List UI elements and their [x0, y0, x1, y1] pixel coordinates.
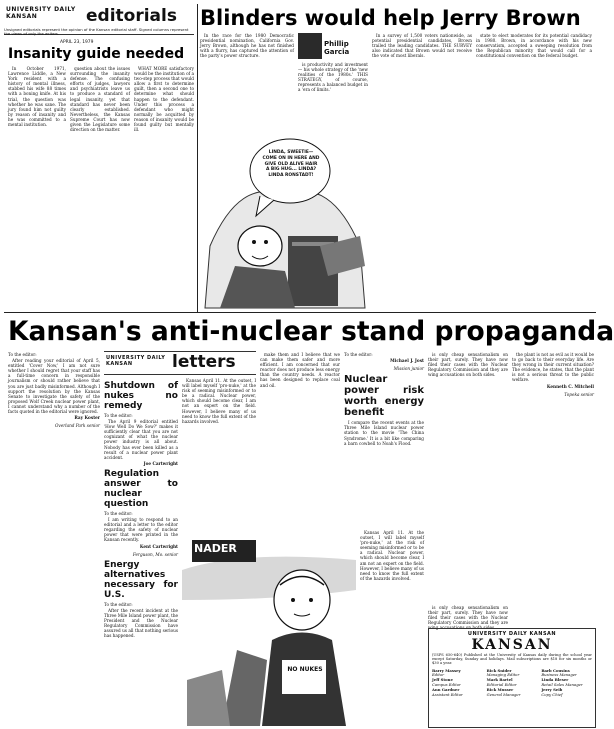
letters-col-5-lower-text: Kansas April 11. At the outset, I will label myself 'pro-nuke,' at the risk of seeming misinformed or to be a radical. Nuclear power, which should become clear, I am not an expert on the field. However, I believe many of us need to know the full extent of the hazards involved. [360, 530, 424, 581]
editorials-masthead [4, 4, 194, 35]
letters-col-5 [344, 352, 424, 528]
regulation-sig: Kent Cartwright [139, 543, 178, 549]
staff-logo: KANSAN [471, 637, 553, 653]
staff-paper-name: UNIVERSITY DAILY KANSAN [467, 631, 557, 637]
letters-col-6 [428, 352, 508, 602]
letters-col-6-text: is only cheap sensationalism on their part, surely. They have now filed their cases with the Nuclear Regulatory Commission and they are wing accusations on both sides. [428, 352, 508, 378]
shutdown-salutation: To the editor: [104, 413, 133, 418]
nader-cartoon [182, 530, 356, 726]
insanity-col-2-text: question about the issues surrounding the insanity defense. The confusing efforts of judges, lawyers and psychiatrists leave us to produce a standard of legal insanity, yet that standard has never been clearly established. Nevertheless, the Kansas Supreme Court has now given the Legislature some direction on the matter. [70, 66, 130, 133]
staff-role-3 [541, 669, 592, 678]
staff-name-8: Rick Musser [486, 687, 514, 693]
staff-name-7: Ann Gardner [432, 687, 460, 693]
staff-role-label-5: Editorial Editor [486, 681, 517, 687]
staff-role-2 [487, 669, 538, 678]
col-7-sig: Kenneth C. Mitchell [546, 383, 594, 389]
insanity-col-3 [134, 66, 194, 306]
nuclear-fear-sig: Michael J. Jost [390, 358, 424, 364]
blinders-col-4-text: state to elect moderates for its potential candidacy in 1980. Brown, in accordance with his new conservatism, accepted a sweeping resolution from the Republican minority that would call for a constitutional convention on the federal budget. [476, 33, 592, 59]
regulation-title: Regulation answer to nuclear question [104, 468, 178, 509]
blinders-col-4 [476, 33, 592, 303]
nuclear-fear-salutation: To the editor: [344, 352, 373, 357]
cartoon-balloon-text: LINDA, SWEETIE— COME ON IN HERE AND GIVE OLD ALIVE HAIR A BIG HUG... LINDA? LINDA RONSTADT! [262, 150, 320, 179]
masthead-disclaimer: Unsigned editorials represent the opinion of the Kansan editorial staff. Signed columns represent the views of only the writers. [4, 27, 189, 37]
staff-box [428, 628, 596, 728]
letters-masthead-paper: UNIVERSITY DAILY KANSAN [106, 355, 166, 367]
staff-name-5: Mark Bartel [486, 677, 513, 683]
letters-col-5-lower [360, 530, 424, 726]
letters-col-7-text: the plant is not as evil as it would be to go back to their everyday life. Are they wrong in their current situation? The evidence, he states, that the plant is not a serious threat to the public welfare. [512, 352, 594, 383]
brown-cartoon [200, 96, 370, 308]
letters-masthead [104, 351, 256, 375]
author-photo [298, 33, 322, 59]
blinders-col-2-text: is productivity and investment — his whole strategy of the 'new realities of the 1980s.' THIS STRATEGY, of course, represents a balanced budget in a 'era of limits.' [298, 62, 368, 93]
blinders-col-3-text: In a survey of 1,500 voters nationwide, as potential presidential candidates, Brown trailed the leading candidates. THE SURVEY also indicated that Brown would not receive the vote of most liberals. [372, 33, 472, 59]
staff-role-9 [541, 688, 592, 697]
editorial-vertical-divider [197, 4, 198, 312]
first-letter-sig: Ray Koster [74, 415, 100, 421]
regulation-salutation: To the editor: [104, 510, 133, 516]
antinuke-headline: Kansan's anti-nuclear stand propaganda [8, 316, 614, 347]
nuclear-fear-sig-place: Mission junior [393, 366, 424, 372]
insanity-headline: Insanity guide needed [8, 46, 185, 62]
staff-name-2: Rick Snider [486, 667, 512, 673]
staff-name-6: Linda Bleser [541, 677, 569, 683]
insanity-col-1 [8, 66, 66, 306]
shutdown-title: Shutdown of nukes no remedy [104, 381, 178, 411]
staff-name-1: Barry Massey [432, 667, 461, 673]
letters-masthead-section: letters [172, 352, 236, 372]
insanity-col-2 [70, 66, 130, 306]
blinders-col-1 [200, 33, 294, 93]
blinders-col-1-text: In the race for the 1980 Democratic presidential nomination, California Gov. Jerry Brown, although he has not finished with a flurry, has captured the attention of the party's power structure. [200, 33, 294, 59]
col-7-sig-place: Topeka senior [564, 391, 594, 397]
staff-role-label-3: Business Manager [541, 672, 577, 678]
staff-name-3: Barb Cousins [541, 667, 570, 673]
staff-info: (USPS 650-640) Published at the University of Kansas daily during the school year except Saturday, Sunday and holidays. Mail subscriptions are $18 for six months or $30 a year. [432, 653, 592, 666]
staff-role-7 [432, 688, 483, 697]
staff-roles-grid [429, 666, 595, 700]
energy-text: After the recent incident at the Three Mile Island power plant, the President and the Nuclear Regulatory Commission have assured us all that nothing serious has happened. [104, 607, 178, 639]
letters-col-3-text: Kansas April 11. At the outset, I will label myself 'pro-nuke,' at the risk of seeming misinformed or to be a radical. Nuclear power, which should become clear, I am not an expert on the field. However, I believe many of us need to know the full extent of the hazards involved. [182, 378, 256, 424]
shutdown-sig: Joe Cartwright [143, 460, 178, 466]
staff-role-label-2: Managing Editor [486, 672, 520, 678]
letters-col-1 [8, 352, 100, 726]
masthead-paper-name: UNIVERSITY DAILY KANSAN [6, 6, 76, 20]
cartoon-nader-label: NADER [194, 542, 237, 555]
staff-role-8 [487, 688, 538, 697]
first-letter-salutation: To the editor: [8, 352, 37, 357]
blinders-col-2 [298, 62, 368, 96]
insanity-col-1-text: In October 1971, Lawrence Liddle, a New York resident with a history of mental illness, stabbed his wife 88 times with a boning knife. At his trial, the question was whether he was sane. The jury found him not guilty by reason of insanity and he was committed to a mental institution. [8, 66, 66, 128]
staff-role-label-9: Copy Chief [541, 691, 563, 697]
editorial-date: APRIL 23, 1979 [60, 40, 94, 45]
nuclear-fear-title: Nuclear power risk worth energy benefit [344, 374, 424, 419]
staff-role-label-1: Editor [432, 672, 445, 678]
staff-role-4 [432, 678, 483, 687]
insanity-col-3-text: WHAT MORE satisfactory would be the institution of a two-step process that would allow a first to determine guilt, then a second one to determine what should happen to the defendant. Under this process a defendant who might normally be acquitted by reason of insanity would be found guilty but mentally ill. [134, 66, 194, 133]
letters-col-2 [104, 378, 178, 726]
staff-name-9: Jerry Seib [541, 687, 563, 693]
masthead-section: editorials [86, 6, 177, 26]
regulation-sig-place: Ferguson, Mo. senior [132, 551, 178, 557]
regulation-text: I am writing to respond to an editorial and a letter to the editor regarding the safety of nuclear power that were printed in the Kansan recently. [104, 517, 178, 543]
staff-role-6 [541, 678, 592, 687]
energy-title: Energy alternatives necessary for U.S. [104, 559, 178, 600]
section-divider [4, 312, 596, 313]
shutdown-text: The April 9 editorial entitled 'How Well Do We Sow?' makes it sufficiently clear that you are not cognizant of what the nuclear power industry is all about. Nobody has ever been killed as a result of a nuclear power plant accident. [104, 419, 178, 460]
letters-col-6-lower [428, 605, 508, 631]
letters-col-7 [512, 352, 594, 610]
letters-col-4-text: make them and I believe that we can make them safer and more efficient. I am concerned that our reactor does not produce less energy than the country needs. A reactor has been designed to replace coal and oil. [260, 352, 340, 388]
staff-role-5 [487, 678, 538, 687]
energy-salutation: To the editor: [104, 601, 133, 607]
first-letter-text: After reading your editorial of April 5, entitled 'Cover Now,' I am not sure whether I should regret that your staff has a full-time concern in responsible journalism or should rather believe that you are just badly misinformed. Although I support the resolution by the Kansas Senate to investigate the safety of the proposed Wolf Creek nuclear power plant, I cannot understand why a number of the facts quoted in the editorial were ignored. [8, 358, 100, 415]
blinders-headline: Blinders would help Jerry Brown [200, 6, 581, 30]
nuclear-fear-text: I compare the recent events at the Three Mile Island nuclear power station to the movie 'The China Syndrome.' It is a bit like comparing a barn cowbell to Noah's Flood. [344, 420, 424, 446]
author-name: Phillip Garcia [324, 40, 350, 56]
letters-col-6-lower-text: is only cheap sensationalism on their part, surely. They have now filed their cases with the Nuclear Regulatory Commission and they are wing accusations on both sides. [428, 605, 508, 631]
staff-name-4: Jeff Stone [432, 677, 453, 683]
cartoon-shirt-label: NO NUKES [287, 666, 323, 673]
staff-role-label-6: Retail Sales Manager [541, 681, 583, 687]
staff-role-label-4: Campus Editor [432, 681, 461, 687]
blinders-col-3 [372, 33, 472, 303]
staff-role-1 [432, 669, 483, 678]
staff-role-label-7: Assistant Editor [432, 691, 463, 697]
staff-role-label-8: General Manager [486, 691, 521, 697]
letters-col-4 [260, 352, 340, 528]
first-letter-sig-place: Overland Park senior [54, 423, 100, 429]
